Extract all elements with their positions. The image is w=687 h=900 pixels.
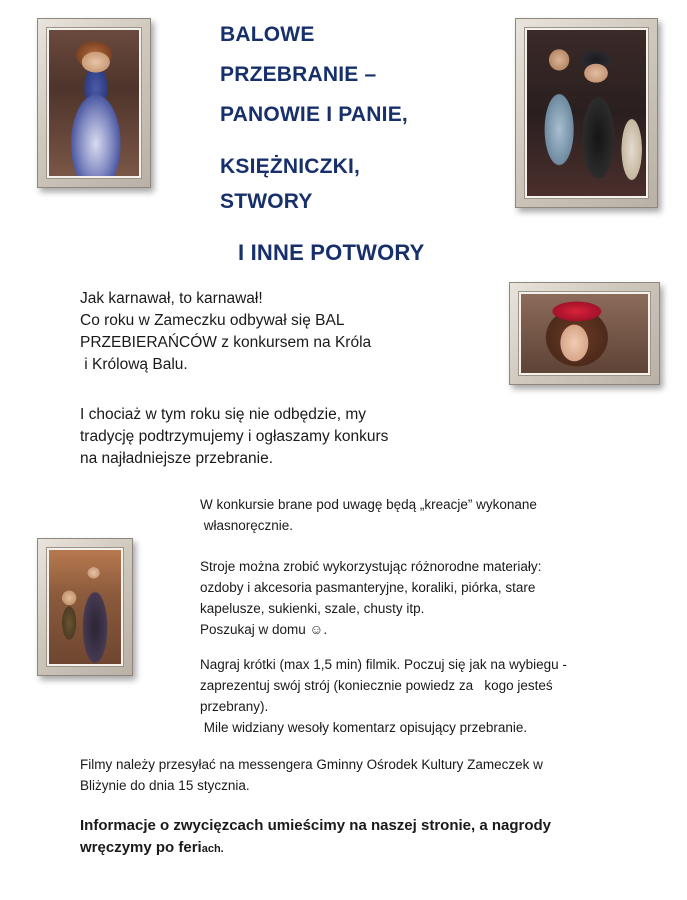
title-line-6: I INNE POTWORY	[238, 240, 425, 265]
photo-inner	[525, 28, 648, 198]
rules-paragraph-materials: Stroje można zrobić wykorzystując różnorodne materiały: ozdoby i akcesoria pasmanteryjne, koraliki, piórka, stare kapelusze, sukienki, szale, chusty itp. Poszukaj w domu ☺.	[200, 559, 542, 637]
title-line-5: STWORY	[220, 190, 313, 213]
title-line-1: BALOWE	[220, 23, 315, 46]
closing-announcement	[80, 815, 551, 860]
photo-inner	[47, 28, 141, 178]
rules-paragraph-handmade: W konkursie brane pod uwagę będą „kreacje” wykonane własnoręcznie.	[200, 497, 537, 533]
rules-paragraph-video: Nagraj krótki (max 1,5 min) filmik. Poczuj się jak na wybiegu - zaprezentuj swój strój (koniecznie powiedz za kogo jesteś przebrany). Mile widziany wesoły komentarz opisujący przebranie.	[200, 657, 567, 735]
intro-paragraph-contest: I chociaż w tym roku się nie odbędzie, my tradycję podtrzymujemy i ogłaszamy konkurs na najładniejsze przebranie.	[80, 406, 389, 467]
title-line-2: PRZEBRANIE –	[220, 63, 377, 86]
submission-info: Filmy należy przesyłać na messengera Gminny Ośrodek Kultury Zameczek w Bliżynie do dnia 15 stycznia.	[80, 757, 543, 793]
photo-inner	[47, 548, 123, 666]
photo-frame-boy-and-girl	[37, 538, 133, 676]
photo-inner	[519, 292, 650, 375]
photo-kids-in-costumes	[527, 30, 646, 196]
closing-main-text: Informacje o zwycięzcach umieścimy na naszej stronie, a nagrody wręczymy po feri	[80, 817, 552, 856]
photo-frame-two-kids	[515, 18, 658, 208]
photo-girl-red-headdress	[521, 294, 648, 373]
intro-paragraph-carnival: Jak karnawał, to karnawał! Co roku w Zameczku odbywał się BAL PRZEBIERAŃCÓW z konkursem na Króla i Królową Balu.	[80, 290, 372, 373]
title-line-4: KSIĘŻNICZKI,	[220, 155, 361, 178]
title-line-3: PANOWIE I PANIE,	[220, 103, 408, 126]
photo-frame-girl-in-gown	[37, 18, 151, 188]
photo-boy-and-girl-costumes	[49, 550, 121, 664]
photo-girl-in-blue-gown	[49, 30, 139, 176]
closing-suffix-text: ach.	[201, 843, 224, 855]
photo-frame-girl-headdress	[509, 282, 660, 385]
